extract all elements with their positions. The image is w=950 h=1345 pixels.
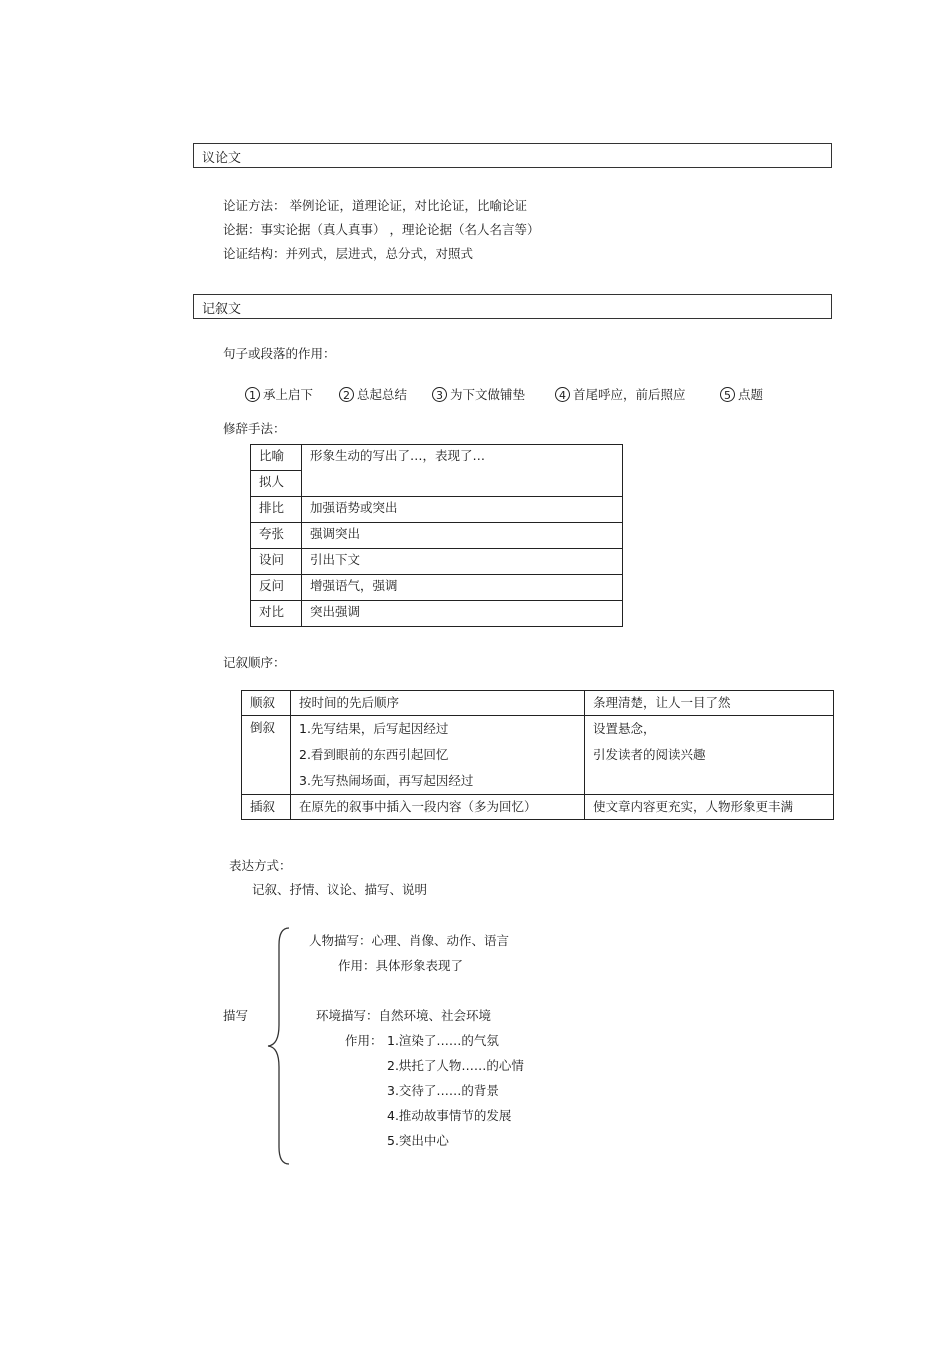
function-text: 承上启下 (263, 387, 314, 402)
table-row (251, 445, 623, 471)
function-item (432, 385, 525, 403)
order-heading: 记叙顺序： (223, 655, 286, 670)
function-text: 首尾呼应，前后照应 (573, 387, 686, 402)
table-row (251, 549, 623, 575)
expression-list: 记叙、抒情、议论、描写、说明 (252, 882, 428, 897)
cell-line: 引发读者的阅读兴趣 (593, 747, 706, 762)
circled-number: 1 (245, 387, 260, 402)
table-row (251, 497, 623, 523)
section-header-argument (193, 143, 832, 168)
cell-line: 3.先写热闹场面，再写起因经过 (299, 773, 474, 788)
section-header-narrative (193, 294, 832, 319)
table-cell: 引出下文 (302, 549, 623, 575)
rhetoric-heading: 修辞手法： (223, 421, 286, 436)
circled-number: 4 (555, 387, 570, 402)
function-item (720, 385, 763, 403)
table-row (242, 795, 834, 820)
argument-structure: 论证结构：并列式，层进式，总分式，对照式 (223, 246, 474, 261)
environment-effect-item: 4.推动故事情节的发展 (387, 1108, 512, 1123)
table-row (251, 575, 623, 601)
table-cell: 使文章内容更充实，人物形象更丰满 (585, 795, 834, 820)
function-text: 为下文做铺垫 (450, 387, 526, 402)
cell-line: 1.先写结果，后写起因经过 (299, 721, 449, 736)
section-title: 记叙文 (202, 302, 242, 317)
table-cell: 拟人 (251, 471, 302, 497)
table-cell: 形象生动的写出了…，表现了… (302, 445, 623, 497)
description-label: 描写 (223, 1008, 249, 1023)
table-cell: 倒叙 (242, 716, 291, 795)
table-cell: 反问 (251, 575, 302, 601)
table-cell (585, 716, 834, 795)
rhetoric-table (250, 444, 623, 627)
function-item (245, 385, 313, 403)
function-heading: 句子或段落的作用： (223, 346, 336, 361)
table-cell: 顺叙 (242, 691, 291, 716)
table-cell: 对比 (251, 601, 302, 627)
cell-line: 设置悬念， (593, 721, 656, 736)
table-row (251, 523, 623, 549)
table-row (242, 691, 834, 716)
environment-effect-item: 1.渲染了……的气氛 (387, 1033, 499, 1048)
environment-effect-item: 5.突出中心 (387, 1133, 449, 1148)
circled-number: 2 (339, 387, 354, 402)
function-text: 点题 (738, 387, 764, 402)
table-cell: 突出强调 (302, 601, 623, 627)
environment-effect-item: 2.烘托了人物……的心情 (387, 1058, 524, 1073)
table-cell: 按时间的先后顺序 (291, 691, 585, 716)
environment-effect-label: 作用： (345, 1033, 383, 1048)
environment-description: 环境描写：自然环境、社会环境 (316, 1008, 492, 1023)
table-cell: 增强语气，强调 (302, 575, 623, 601)
section-title: 议论文 (202, 151, 242, 166)
cell-line: 2.看到眼前的东西引起回忆 (299, 747, 449, 762)
table-cell: 插叙 (242, 795, 291, 820)
table-cell: 条理清楚，让人一目了然 (585, 691, 834, 716)
order-table (241, 690, 834, 820)
table-cell: 强调突出 (302, 523, 623, 549)
character-effect: 作用：具体形象表现了 (338, 958, 464, 973)
argument-methods: 论证方法： 举例论证，道理论证，对比论证，比喻论证 (223, 198, 527, 213)
environment-effect-item: 3.交待了……的背景 (387, 1083, 499, 1098)
character-description: 人物描写：心理、肖像、动作、语言 (309, 933, 510, 948)
function-item (339, 385, 407, 403)
table-cell: 夸张 (251, 523, 302, 549)
table-row (242, 716, 834, 795)
table-cell: 排比 (251, 497, 302, 523)
argument-evidence: 论据：事实论据（真人真事） ，理论论据（名人名言等） (223, 222, 540, 237)
table-cell: 比喻 (251, 445, 302, 471)
table-row (251, 601, 623, 627)
table-cell: 设问 (251, 549, 302, 575)
table-cell: 在原先的叙事中插入一段内容（多为回忆） (291, 795, 585, 820)
expression-heading: 表达方式： (229, 858, 292, 873)
function-item (555, 385, 686, 403)
circled-number: 3 (432, 387, 447, 402)
table-cell (291, 716, 585, 795)
curly-brace-icon (265, 925, 295, 1167)
table-cell: 加强语势或突出 (302, 497, 623, 523)
circled-number: 5 (720, 387, 735, 402)
function-text: 总起总结 (357, 387, 408, 402)
